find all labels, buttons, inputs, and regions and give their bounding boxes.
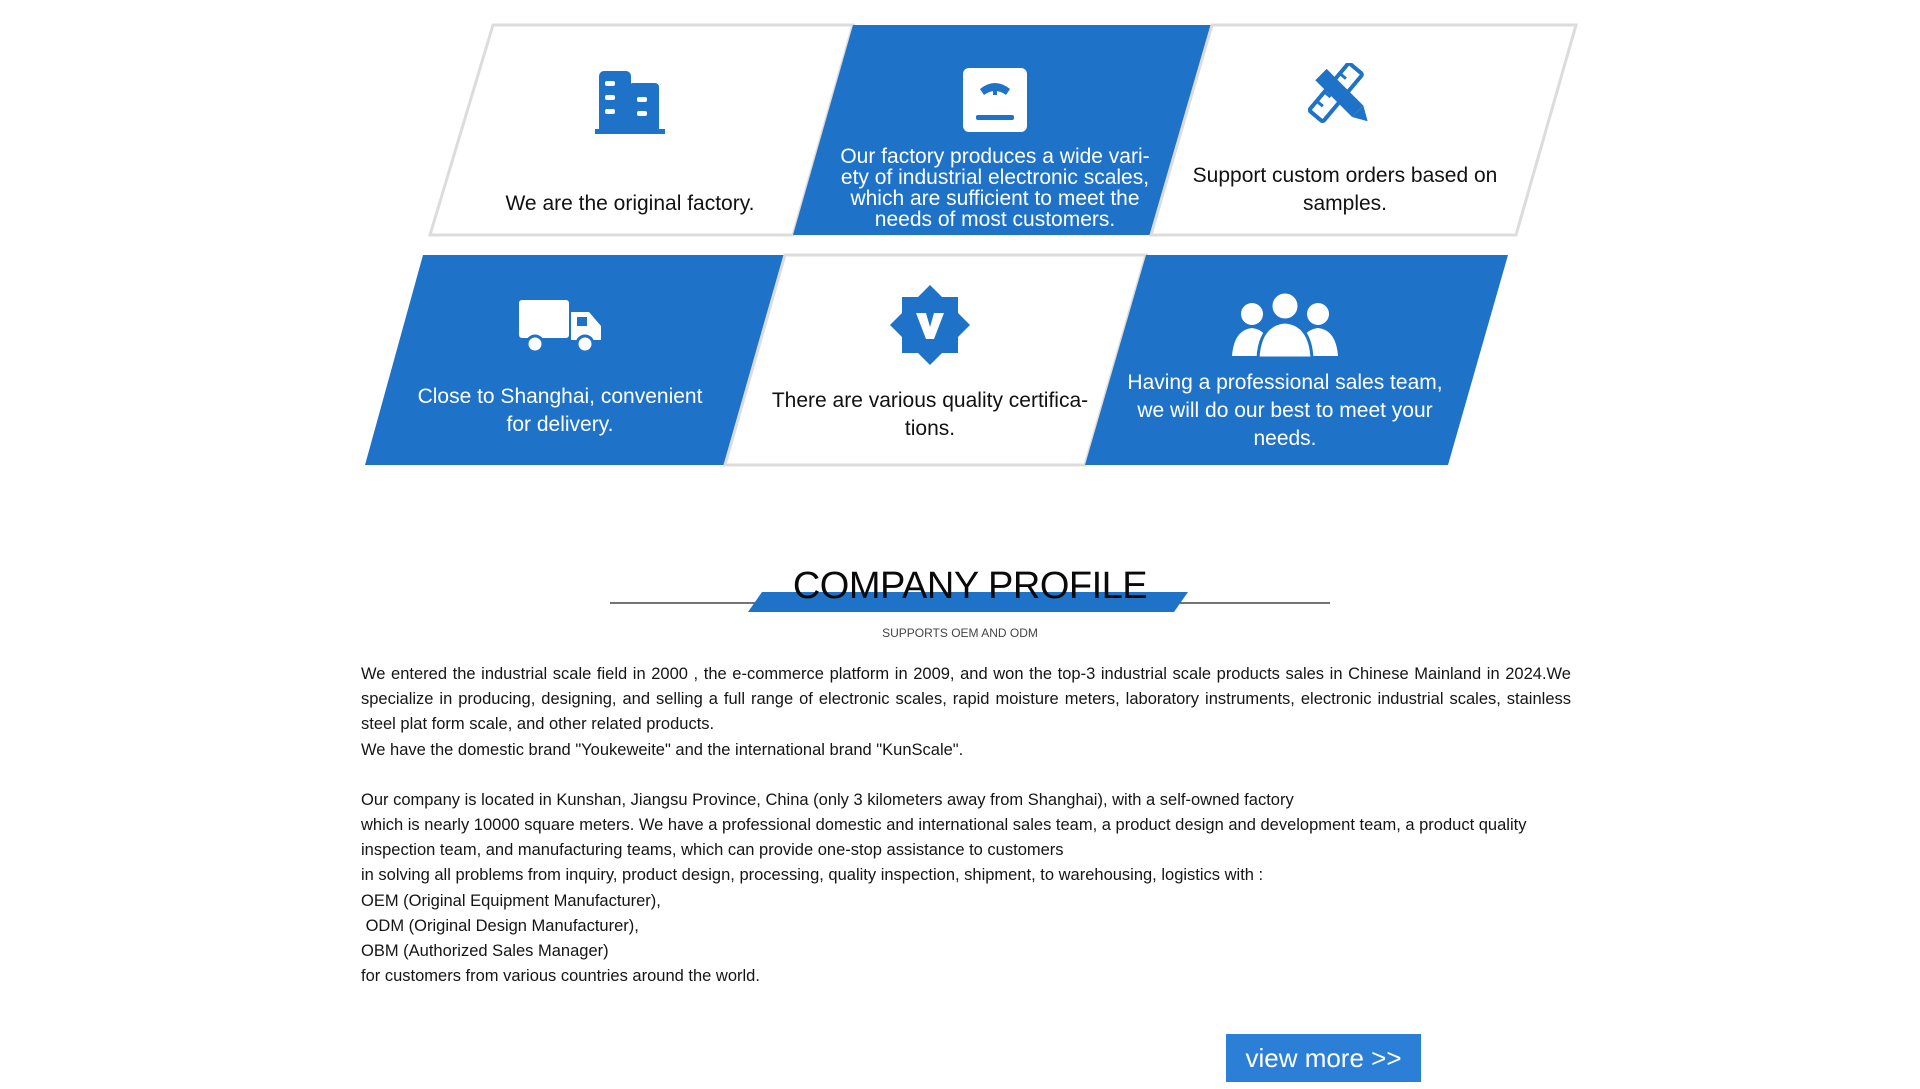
building-icon <box>593 60 667 140</box>
feature-wide-variety <box>830 60 1160 230</box>
feature-text: Having a professional sales team, we will do our best to meet your needs. <box>1127 371 1443 450</box>
feature-close-to-shanghai <box>405 285 715 439</box>
profile-line-odm: ODM (Original Design Manufacturer), <box>361 916 639 935</box>
feature-custom-orders <box>1185 60 1505 218</box>
feature-text: Close to Shanghai, convenient for delivery. <box>417 385 703 436</box>
profile-paragraph: in solving all problems from inquiry, product design, processing, quality inspection, shipment, to warehousing, logistics with : <box>361 866 1264 885</box>
scale-icon <box>960 60 1030 140</box>
feature-text: Support custom orders based on samples. <box>1192 164 1498 215</box>
profile-subtitle: SUPPORTS OEM AND ODM <box>882 626 1038 640</box>
verified-badge-icon <box>888 285 972 365</box>
feature-text: We are the original factory. <box>505 192 755 215</box>
profile-body <box>361 662 1571 989</box>
profile-paragraph: We have the domestic brand "Youkeweite" and the international brand "KunScale". <box>361 740 964 759</box>
features-section <box>0 0 1920 470</box>
feature-text: Our factory produces a wide vari-ety of industrial electronic scales, which are sufficient to meet the needs of most customers. <box>840 145 1150 231</box>
profile-line-oem: OEM (Original Equipment Manufacturer), <box>361 891 661 910</box>
truck-icon <box>515 285 605 365</box>
feature-quality-certifications <box>765 285 1095 443</box>
view-more-button[interactable]: view more >> <box>1226 1034 1421 1082</box>
profile-line-end: for customers from various countries around the world. <box>361 967 760 986</box>
profile-heading <box>610 560 1330 620</box>
pencil-ruler-icon <box>1308 60 1382 140</box>
page-title: COMPANY PROFILE <box>792 565 1148 607</box>
team-icon <box>1230 285 1340 365</box>
profile-line-obm: OBM (Authorized Sales Manager) <box>361 942 609 961</box>
profile-paragraph: We entered the industrial scale field in 2000 , the e-commerce platform in 2009, and won the top-3 industrial scale products sales in Chinese Mainland in 2024.We specialize in producing, designing, and selling a full range of electronic scales, rapid moisture meters, laboratory instruments, electronic industrial scales, stainless steel plat form scale, and other related products. <box>361 665 1571 734</box>
profile-paragraph: which is nearly 10000 square meters. We have a professional domestic and international sales team, a product design and development team, a product quality inspection team, and manufacturing teams, which can provide one-stop assistance to customers <box>361 816 1527 860</box>
feature-text: There are various quality certifica-tions. <box>771 389 1089 440</box>
feature-original-factory <box>470 60 790 218</box>
feature-professional-sales-team <box>1120 285 1450 453</box>
profile-paragraph: Our company is located in Kunshan, Jiangsu Province, China (only 3 kilometers away from Shanghai), with a self-owned factory <box>361 790 1294 809</box>
